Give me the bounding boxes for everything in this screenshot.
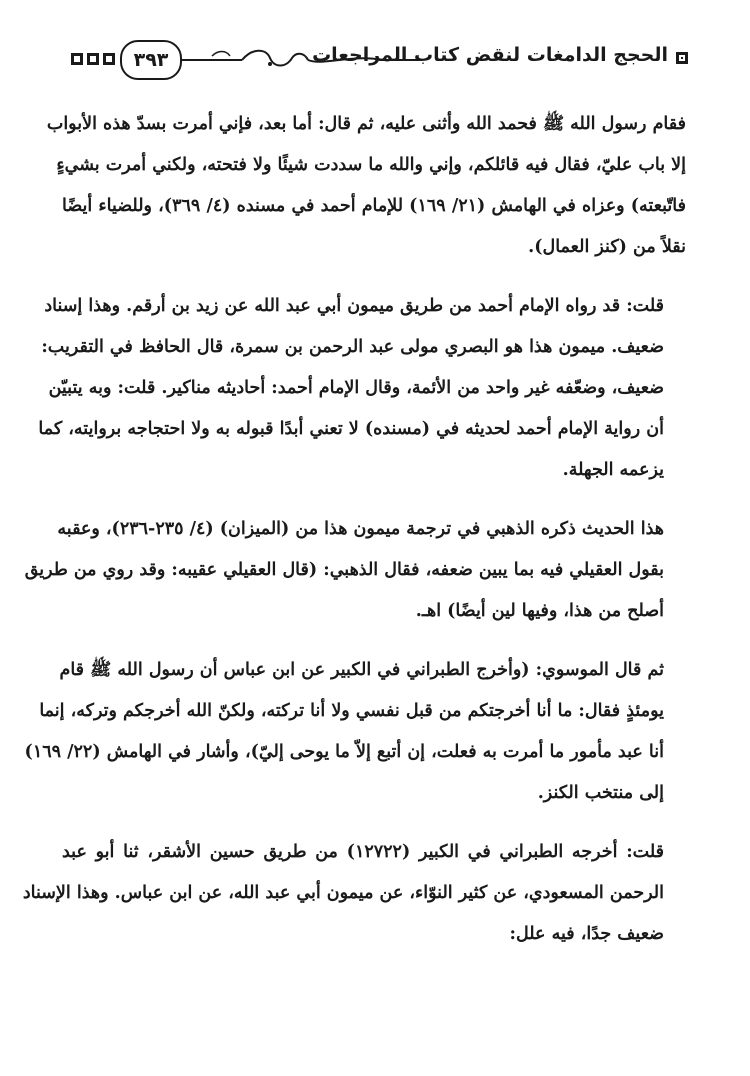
text-line: قلت: أخرجه الطبراني في الكبير (١٢٧٢٢) من طريق حسين الأشقر، ثنا أبو عبد xyxy=(62,842,664,862)
text-line: ضعيف. ميمون هذا هو البصري مولى عبد الرحمن بن سمرة، قال الحافظ في التقريب: xyxy=(41,337,664,357)
ornament-cluster-icon xyxy=(70,49,116,69)
text-line: أنا عبد مأمور ما أمرت به فعلت، إن أتبع إلاّ ما يوحى إليّ)، وأشار في الهامش (٢٢/ ١٦٩) xyxy=(24,742,664,762)
paragraph xyxy=(46,104,686,268)
text-line: يومئذٍ فقال: ما أنا أخرجتكم من قبل نفسي ولا أنا تركته، ولكنّ الله أخرجكم وتركه، إنما xyxy=(39,701,664,721)
paragraph xyxy=(24,509,686,632)
paragraph xyxy=(24,650,686,814)
text-line: يزعمه الجهلة. xyxy=(562,460,664,480)
text-line: هذا الحديث ذكره الذهبي في ترجمة ميمون هذا من (الميزان) (٤/ ٢٣٥-٢٣٦)، وعقبه xyxy=(57,519,664,539)
page-header xyxy=(70,38,690,82)
text-line: أصلح من هذا، وفيها لين أيضًا) اهـ. xyxy=(415,601,664,621)
text-line: أن رواية الإمام أحمد لحديثه في (مسنده) لا تعني أبدًا قبوله به ولا احتجاجه بروايته، كما xyxy=(38,419,664,439)
text-line: ثم قال الموسوي: (وأخرج الطبراني في الكبير عن ابن عباس أن رسول الله ﷺ قام xyxy=(59,660,664,680)
paragraph xyxy=(22,832,686,955)
header-book-title: الحجج الدامغات لنقض كتاب المراجعات xyxy=(312,44,668,66)
text-line: فقام رسول الله ﷺ فحمد الله وأثنى عليه، ثم قال: أما بعد، فإني أمرت بسدّ هذه الأبواب xyxy=(46,114,686,134)
text-line: ضعيف، وضعّفه غير واحد من الأئمة، وقال الإمام أحمد: أحاديثه مناكير. قلت: وبه يتبيّن xyxy=(48,378,664,398)
text-line: إلا باب عليّ، فقال فيه قائلكم، وإني والله ما سددت شيئًا ولا فتحته، ولكني أمرت بشيءٍ xyxy=(56,155,686,175)
text-line: نقلاً من (كنز العمال). xyxy=(528,237,686,257)
text-line: إلى منتخب الكنز. xyxy=(537,783,664,803)
text-line: قلت: قد رواه الإمام أحمد من طريق ميمون أبي عبد الله عن زيد بن أرقم. وهذا إسناد xyxy=(44,296,664,316)
diamond-ornament-icon xyxy=(674,50,690,66)
text-line: بقول العقيلي فيه بما يبين ضعفه، فقال الذهبي: (قال العقيلي عقيبه: وقد روي من طريق xyxy=(24,560,664,580)
body-text xyxy=(22,104,686,973)
paragraph xyxy=(38,286,686,491)
text-line: ضعيف جدًا، فيه علل: xyxy=(509,924,664,944)
text-line: الرحمن المسعودي، عن كثير النوّاء، عن ميمون أبي عبد الله، عن ابن عباس. وهذا الإسناد xyxy=(22,883,664,903)
page-number: ٣٩٣ xyxy=(120,40,182,80)
text-line: فاتّبعته) وعزاه في الهامش (٢١/ ١٦٩) للإمام أحمد في مسنده (٤/ ٣٦٩)، وللضياء أيضًا xyxy=(62,196,686,216)
